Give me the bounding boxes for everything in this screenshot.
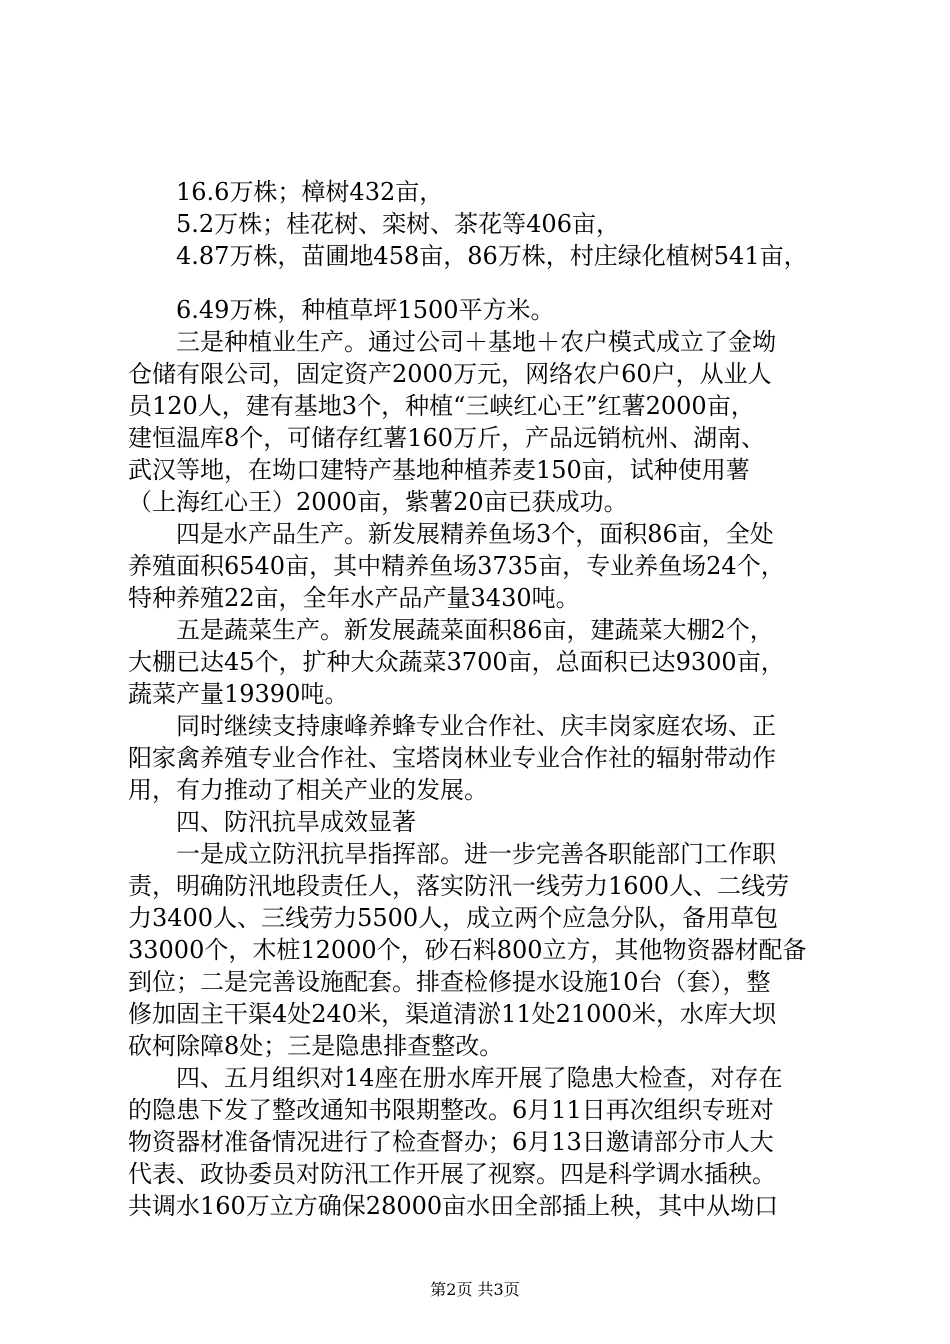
text-line: 养殖面积6540亩，其中精养鱼场3735亩，专业养鱼场24个， [128,552,785,580]
text-line: 4.87万株，苗圃地458亩，86万株，村庄绿化植树541亩， [176,242,808,270]
paragraph-gap [128,272,840,294]
paragraph-start: 同时继续支持康峰养蜂专业合作社、庆丰岗家庭农场、正 [176,712,776,740]
paragraph-start: 五是蔬菜生产。新发展蔬菜面积86亩，建蔬菜大棚2个， [176,616,774,644]
paragraph-start: 四是水产品生产。新发展精养鱼场3个，面积86亩，全处 [176,520,774,548]
paragraph-start: 一是成立防汛抗旱指挥部。进一步完善各职能部门工作职 [176,840,776,868]
text-line: 用，有力推动了相关产业的发展。 [128,776,488,804]
section-heading: 四、防汛抗旱成效显著 [176,808,416,836]
text-line: 特种养殖22亩，全年水产品产量3430吨。 [128,584,580,612]
text-line: 建恒温库8个，可储存红薯160万斤，产品远销杭州、湖南、 [128,424,766,452]
text-line: 责，明确防汛地段责任人，落实防汛一线劳力1600人、二线劳 [128,872,790,900]
paragraph-start: 四、五月组织对14座在册水库开展了隐患大检查，对存在 [176,1064,783,1092]
text-line: 的隐患下发了整改通知书限期整改。6月11日再次组织专班对 [128,1096,774,1124]
text-line: 5.2万株；桂花树、栾树、茶花等406亩， [176,210,620,238]
text-line: 砍柯除障8处；三是隐患排查整改。 [128,1032,504,1060]
text-line: 仓储有限公司，固定资产2000万元，网络农户60户，从业人 [128,360,772,388]
text-line: 阳家禽养殖专业合作社、宝塔岗林业专业合作社的辐射带动作 [128,744,776,772]
text-line: 6.49万株，种植草坪1500平方米。 [176,296,555,324]
text-line: 物资器材准备情况进行了检查督办；6月13日邀请部分市人大 [128,1128,774,1156]
text-line: 共调水160万立方确保28000亩水田全部插上秧，其中从坳口 [128,1192,779,1220]
text-line: 力3400人、三线劳力5500人，成立两个应急分队，备用草包 [128,904,779,932]
paragraph-start: 三是种植业生产。通过公司＋基地＋农户模式成立了金坳 [176,328,776,356]
text-line: 蔬菜产量19390吨。 [128,680,349,708]
text-line: 武汉等地，在坳口建特产基地种植荞麦150亩，试种使用薯 [128,456,750,484]
text-line: 员120人，建有基地3个，种植“三峡红心王”红薯2000亩， [128,392,755,420]
document-body [128,176,840,1222]
text-line: 到位；二是完善设施配套。排查检修提水设施10台（套），整 [128,968,771,996]
text-line: 16.6万株；樟树432亩， [176,178,444,206]
text-line: 代表、政协委员对防汛工作开展了视察。四是科学调水插秧。 [128,1160,776,1188]
page-number-footer: 第2页 共3页 [430,1280,520,1299]
text-line: （上海红心王）2000亩，紫薯20亩已获成功。 [128,488,628,516]
text-line: 大棚已达45个，扩种大众蔬菜3700亩，总面积已达9300亩， [128,648,785,676]
text-line: 修加固主干渠4处240米，渠道清淤11处21000米，水库大坝 [128,1000,776,1028]
text-line: 33000个，木桩12000个，砂石料800立方，其他物资器材配备 [128,936,807,964]
